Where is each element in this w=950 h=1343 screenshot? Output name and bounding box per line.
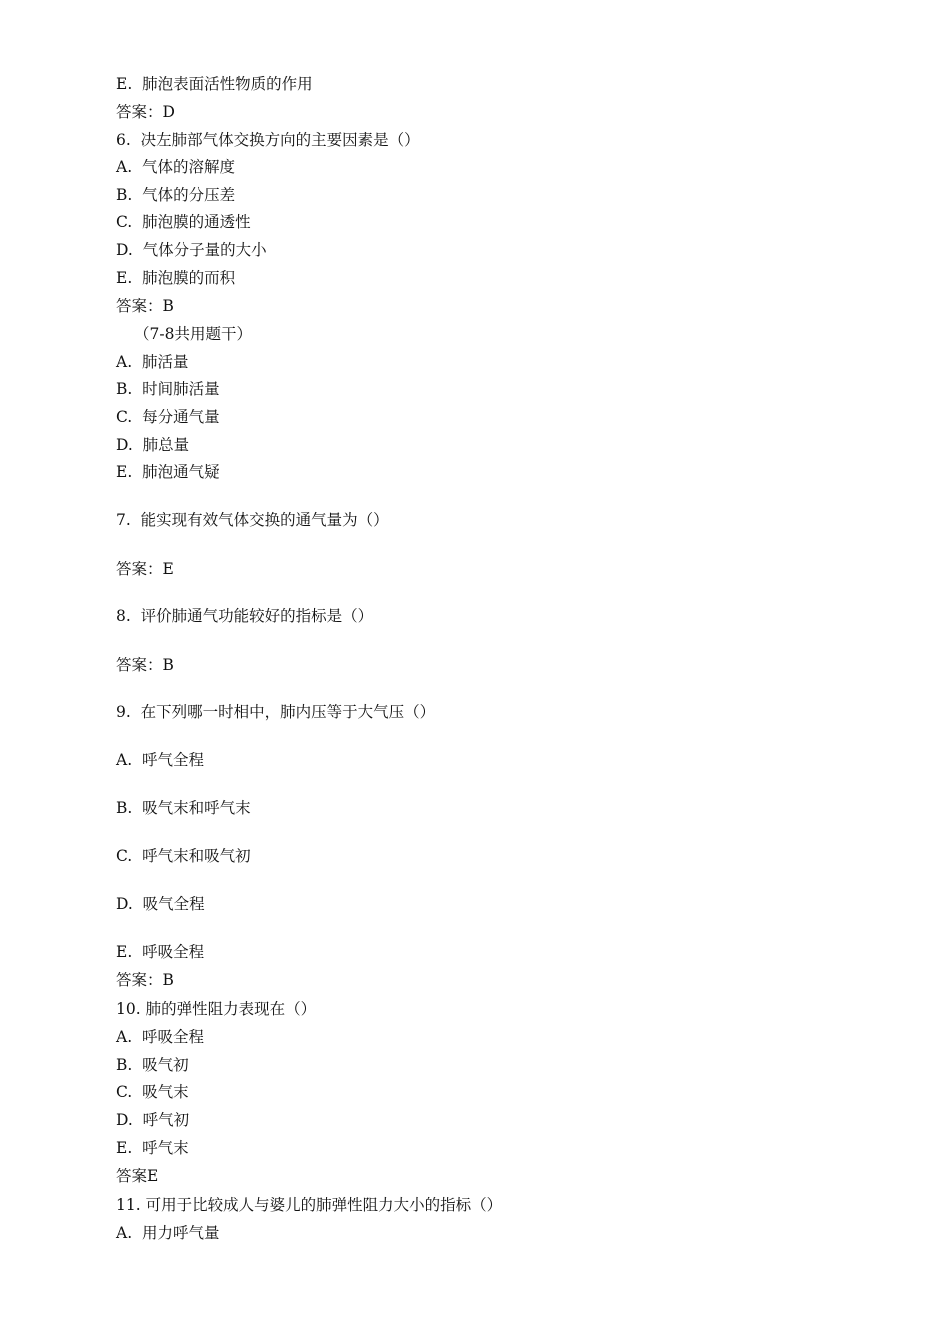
option-line: E. 肺泡表面活性物质的作用 xyxy=(116,75,313,93)
option-line: D. 肺总量 xyxy=(116,436,190,454)
option-line: B. 吸气末和呼气末 xyxy=(116,799,251,817)
option-line: C. 每分通气量 xyxy=(116,408,220,426)
option-line: E. 肺泡膜的而积 xyxy=(116,269,236,287)
question-line: 8. 评价肺通气功能较好的指标是（） xyxy=(116,607,374,625)
answer-line: 答案：B xyxy=(116,971,174,989)
option-line: B. 气体的分压差 xyxy=(116,186,236,204)
option-line: E. 呼气末 xyxy=(116,1139,189,1157)
option-line: D. 气体分子量的大小 xyxy=(116,241,267,259)
option-line: A. 呼气全程 xyxy=(116,751,204,769)
question-line: 10. 肺的弹性阻力表现在（） xyxy=(116,1000,317,1018)
question-line: 7. 能实现有效气体交换的通气量为（） xyxy=(116,511,389,529)
answer-line: 答案：B xyxy=(116,297,174,315)
answer-line: 答案：E xyxy=(116,560,174,578)
option-line: D. 呼气初 xyxy=(116,1111,190,1129)
option-line: B. 时间肺活量 xyxy=(116,380,220,398)
option-line: A. 呼吸全程 xyxy=(116,1028,204,1046)
option-line: C. 吸气末 xyxy=(116,1083,189,1101)
option-line: E. 呼吸全程 xyxy=(116,943,205,961)
option-line: A. 气体的溶解度 xyxy=(116,158,235,176)
question-line: 6. 决左肺部气体交换方向的主要因素是（） xyxy=(116,131,420,149)
answer-line: 答案：D xyxy=(116,103,175,121)
shared-stem-heading: （7-8共用题干） xyxy=(134,325,252,343)
answer-line: 答案：B xyxy=(116,656,174,674)
option-line: D. 吸气全程 xyxy=(116,895,205,913)
answer-line: 答案E xyxy=(116,1167,159,1185)
question-line: 9. 在下列哪一时相中，肺内压等于大气压（） xyxy=(116,703,436,721)
option-line: A. 肺活量 xyxy=(116,353,189,371)
option-line: A. 用力呼气量 xyxy=(116,1224,220,1242)
question-line: 11. 可用于比较成人与婆儿的肺弹性阻力大小的指标（） xyxy=(116,1196,503,1214)
option-line: B. 吸气初 xyxy=(116,1056,189,1074)
option-line: C. 肺泡膜的通透性 xyxy=(116,213,251,231)
option-line: E. 肺泡通气疑 xyxy=(116,463,220,481)
option-line: C. 呼气末和吸气初 xyxy=(116,847,251,865)
